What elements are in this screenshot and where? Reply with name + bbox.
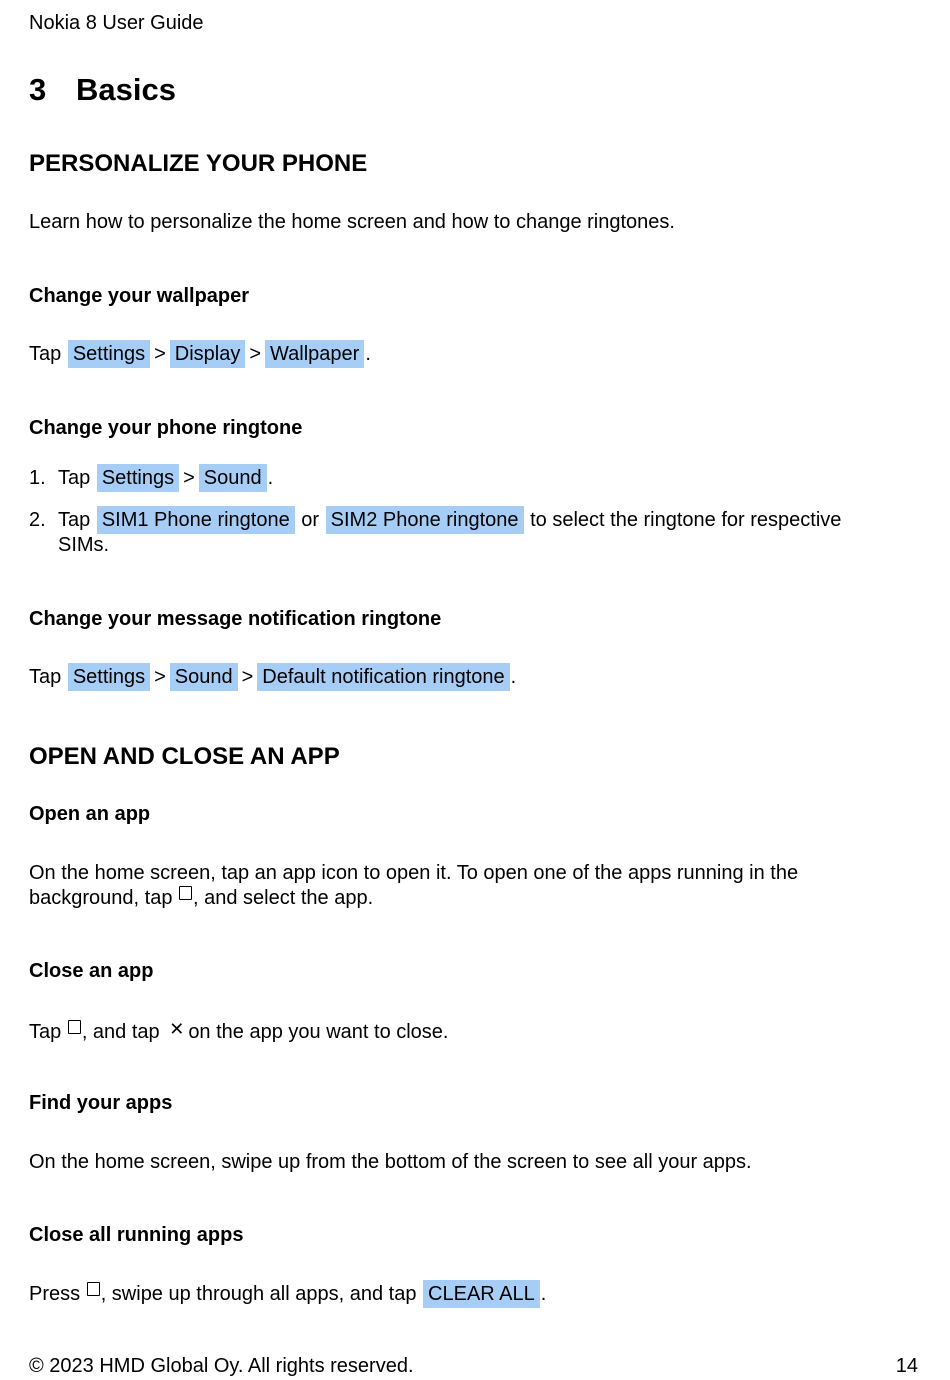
chapter-number: 3: [29, 72, 47, 107]
close-app-c: on the app you want to close.: [188, 1021, 449, 1043]
settings-label: Settings: [68, 663, 150, 691]
open-app-line2a: background, tap: [29, 887, 173, 909]
display-label: Display: [170, 340, 246, 368]
separator: >: [241, 666, 254, 688]
sound-label: Sound: [199, 464, 267, 492]
default-notification-ringtone-label: Default notification ringtone: [257, 663, 509, 691]
chapter-heading: [29, 72, 176, 108]
open-app-line2b: , and select the app.: [193, 887, 374, 909]
separator: >: [183, 467, 195, 489]
list-number: 1.: [29, 467, 46, 489]
notification-instruction: [29, 665, 516, 690]
period: .: [365, 343, 371, 365]
find-apps-text: On the home screen, swipe up from the bottom of the screen to see all your apps.: [29, 1151, 752, 1173]
step2-continuation: SIMs.: [58, 534, 110, 556]
ringtone-heading: Change your phone ringtone: [29, 417, 303, 439]
notification-heading: Change your message notification ringtone: [29, 608, 442, 630]
wallpaper-heading: Change your wallpaper: [29, 285, 250, 307]
settings-label: Settings: [68, 340, 150, 368]
period: .: [510, 666, 517, 688]
copyright: © 2023 HMD Global Oy. All rights reserved.: [29, 1355, 414, 1377]
period: .: [540, 1283, 547, 1305]
or-text: or: [301, 509, 320, 531]
close-icon: ✕: [169, 1019, 185, 1039]
close-app-text: [29, 1017, 449, 1045]
wallpaper-label: Wallpaper: [265, 340, 364, 368]
list-number: 2.: [29, 509, 46, 531]
close-app-a: Tap: [29, 1021, 62, 1043]
open-app-text: [29, 861, 798, 911]
sound-label: Sound: [170, 663, 238, 691]
clear-all-label: CLEAR ALL: [423, 1280, 540, 1308]
close-all-b: , swipe up through all apps, and tap: [100, 1283, 417, 1305]
page-number: 14: [895, 1355, 918, 1377]
section-title-personalize: PERSONALIZE YOUR PHONE: [29, 150, 368, 177]
tap-text: Tap: [58, 467, 91, 489]
open-app-line1: On the home screen, tap an app icon to open it. To open one of the apps running in the: [29, 862, 799, 884]
close-app-b: , and tap: [81, 1021, 160, 1043]
recent-apps-icon: [179, 886, 192, 900]
separator: >: [154, 666, 166, 688]
find-apps-heading: Find your apps: [29, 1092, 173, 1114]
section-title-apps: OPEN AND CLOSE AN APP: [29, 743, 340, 770]
close-app-heading: Close an app: [29, 960, 154, 982]
wallpaper-instruction: [29, 342, 371, 367]
list-item: [29, 508, 909, 558]
chapter-title: Basics: [76, 72, 176, 107]
separator: >: [249, 343, 262, 365]
sim2-ringtone-label: SIM2 Phone ringtone: [326, 506, 524, 534]
settings-label: Settings: [97, 464, 179, 492]
recent-apps-icon: [87, 1282, 100, 1296]
sim1-ringtone-label: SIM1 Phone ringtone: [97, 506, 295, 534]
step2-rest: to select the ringtone for respective: [530, 509, 842, 531]
separator: >: [154, 343, 166, 365]
recent-apps-icon: [68, 1020, 81, 1034]
tap-text: Tap: [29, 343, 62, 365]
tap-text: Tap: [58, 509, 91, 531]
close-all-text: [29, 1282, 546, 1307]
close-all-a: Press: [29, 1283, 81, 1305]
personalize-intro: Learn how to personalize the home screen and how to change ringtones.: [29, 211, 675, 233]
open-app-heading: Open an app: [29, 803, 151, 825]
close-all-heading: Close all running apps: [29, 1224, 244, 1246]
tap-text: Tap: [29, 666, 62, 688]
running-header: Nokia 8 User Guide: [29, 12, 204, 34]
period: .: [267, 467, 274, 489]
